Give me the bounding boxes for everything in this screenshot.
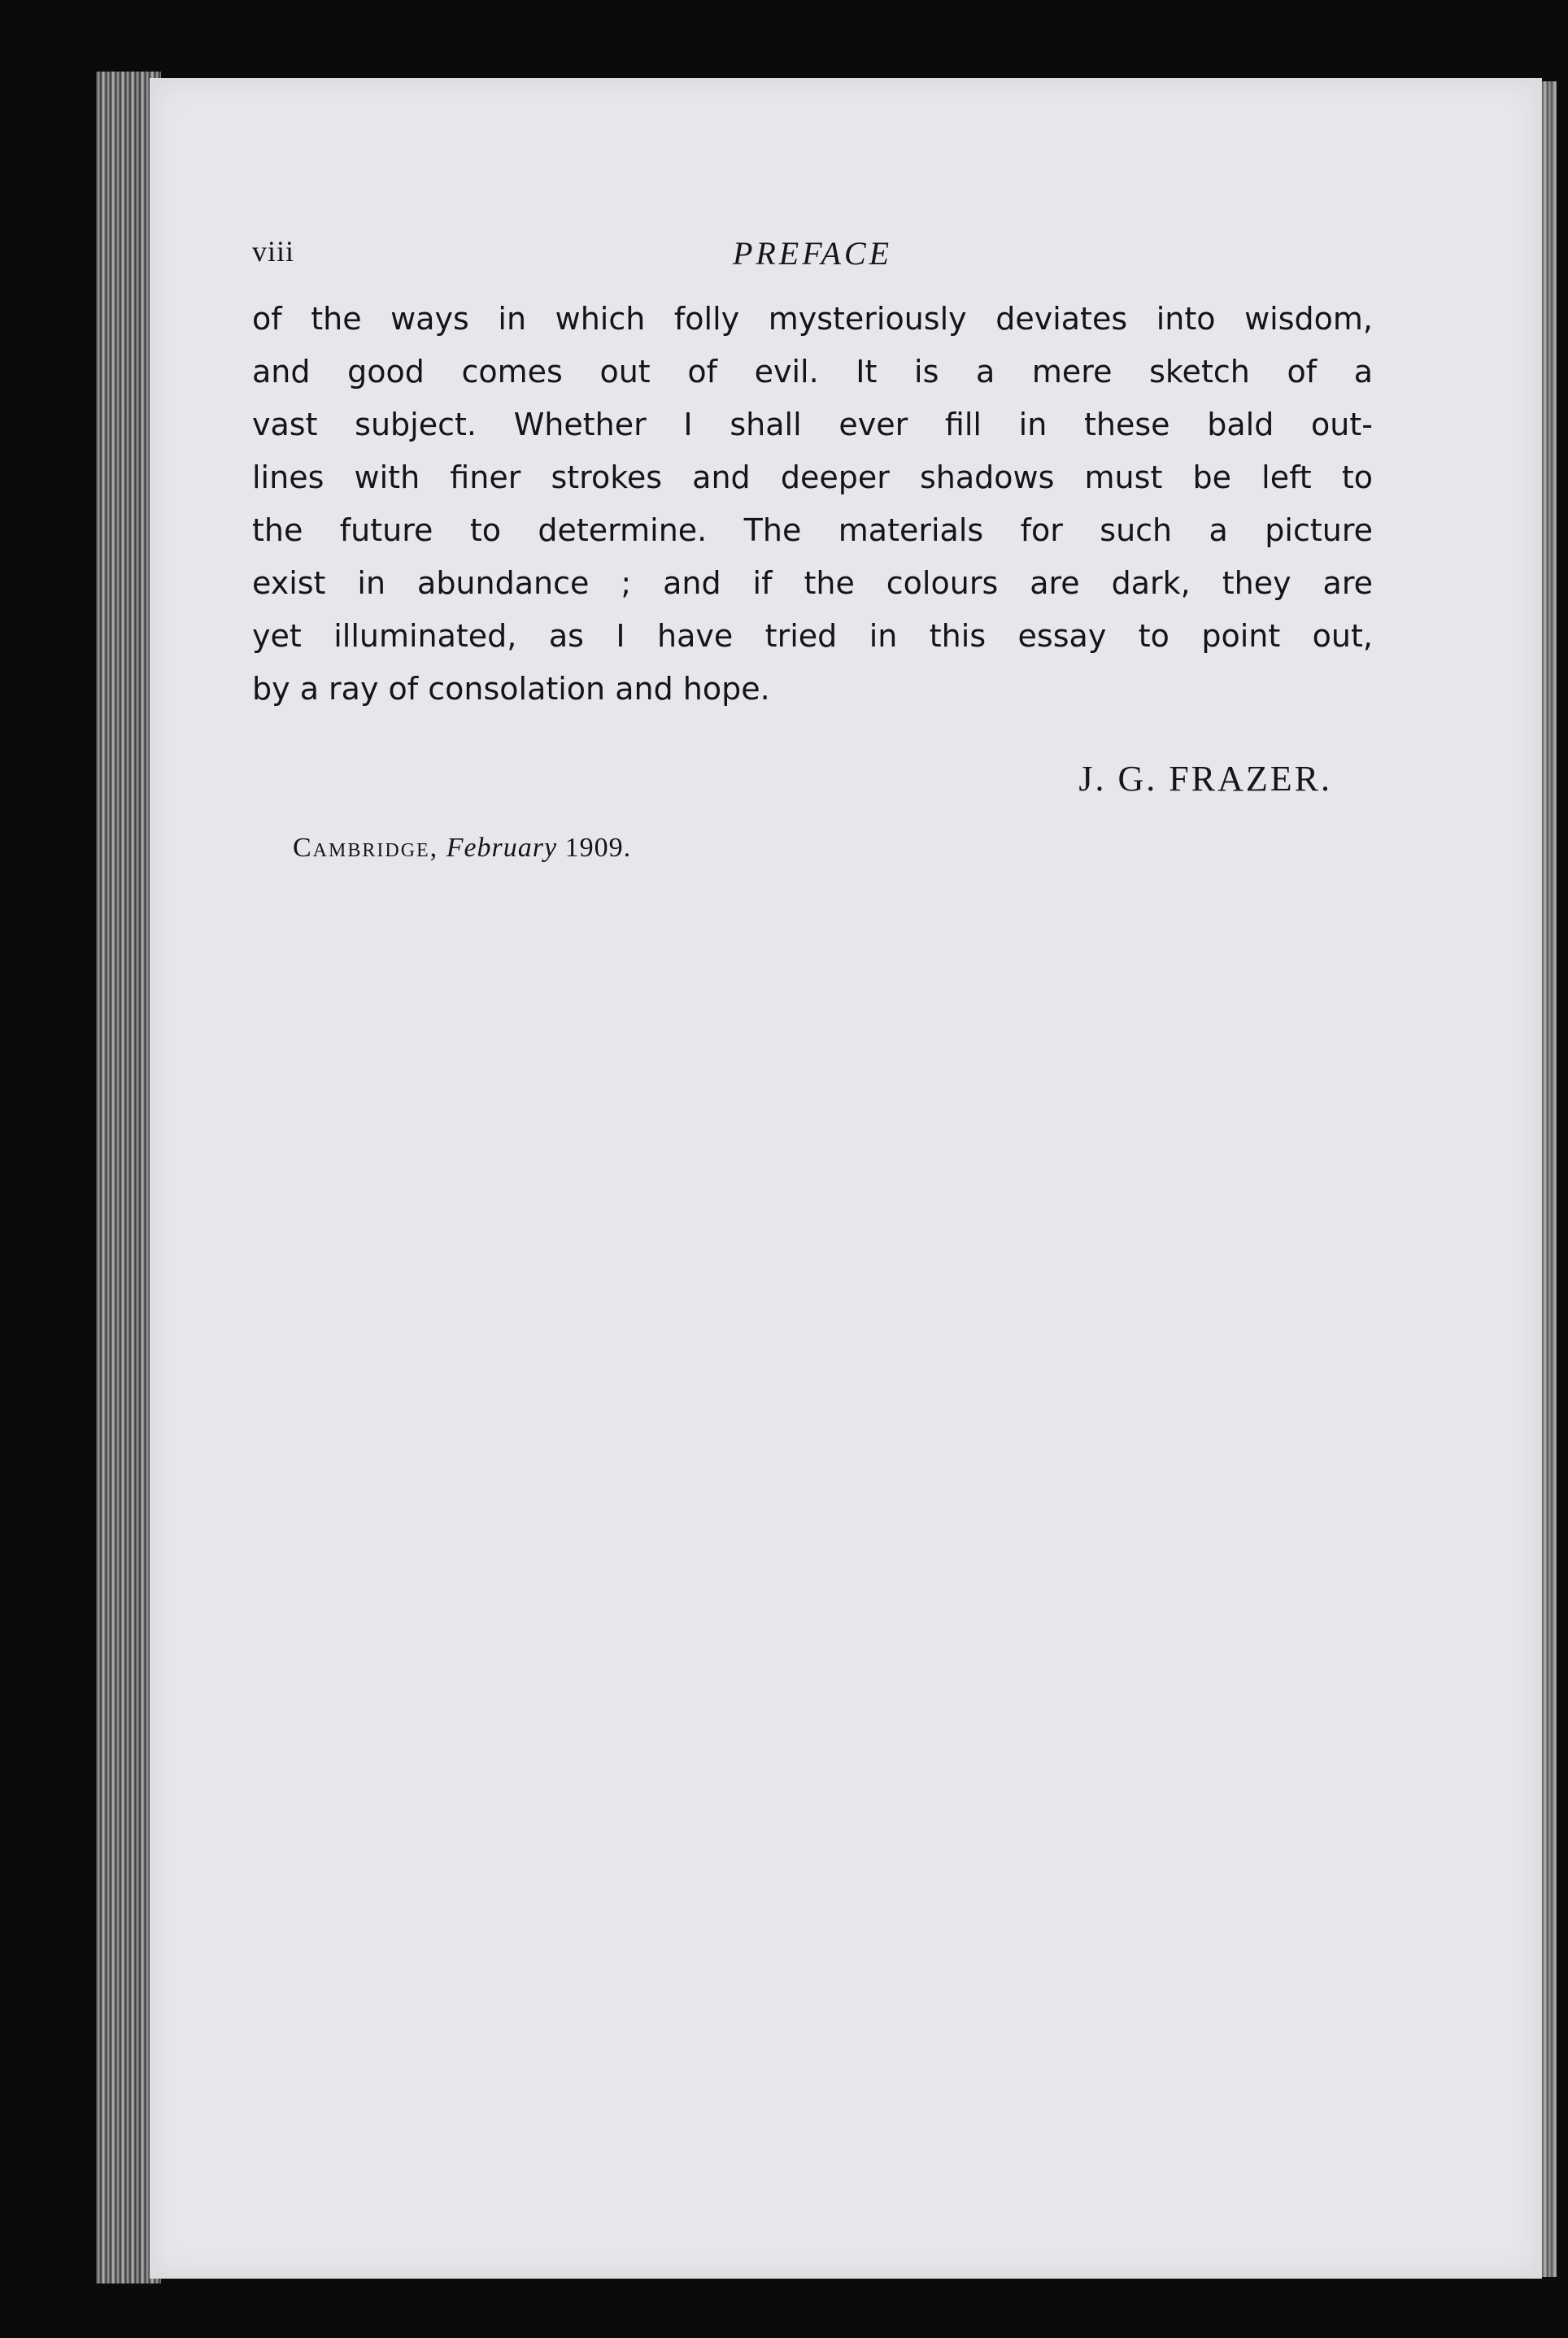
dateline-month: February — [446, 833, 558, 863]
body-line: lines with finer strokes and deeper shadows must be left to — [252, 459, 1373, 495]
body-line: the future to determine. The materials for such a picture — [252, 512, 1373, 548]
dateline — [293, 833, 631, 864]
page-header — [252, 234, 1373, 280]
running-head: PREFACE — [732, 235, 893, 272]
dateline-year: 1909. — [564, 833, 632, 863]
body-text — [252, 293, 1373, 716]
body-line: exist in abundance ; and if the colours are dark, they are — [252, 565, 1373, 601]
dateline-place: Cambridge, — [293, 833, 439, 863]
body-line: and good comes out of evil. It is a mere sketch of a — [252, 354, 1373, 390]
body-line: vast subject. Whether I shall ever fill in these bald out- — [252, 407, 1373, 442]
body-line: of the ways in which folly mysteriously deviates into wisdom, — [252, 301, 1373, 337]
page-number: viii — [252, 235, 295, 268]
body-line: by a ray of consolation and hope. — [252, 671, 770, 707]
author-signature: J. G. FRAZER. — [1078, 759, 1332, 799]
body-line: yet illuminated, as I have tried in this essay to point out, — [252, 618, 1373, 654]
